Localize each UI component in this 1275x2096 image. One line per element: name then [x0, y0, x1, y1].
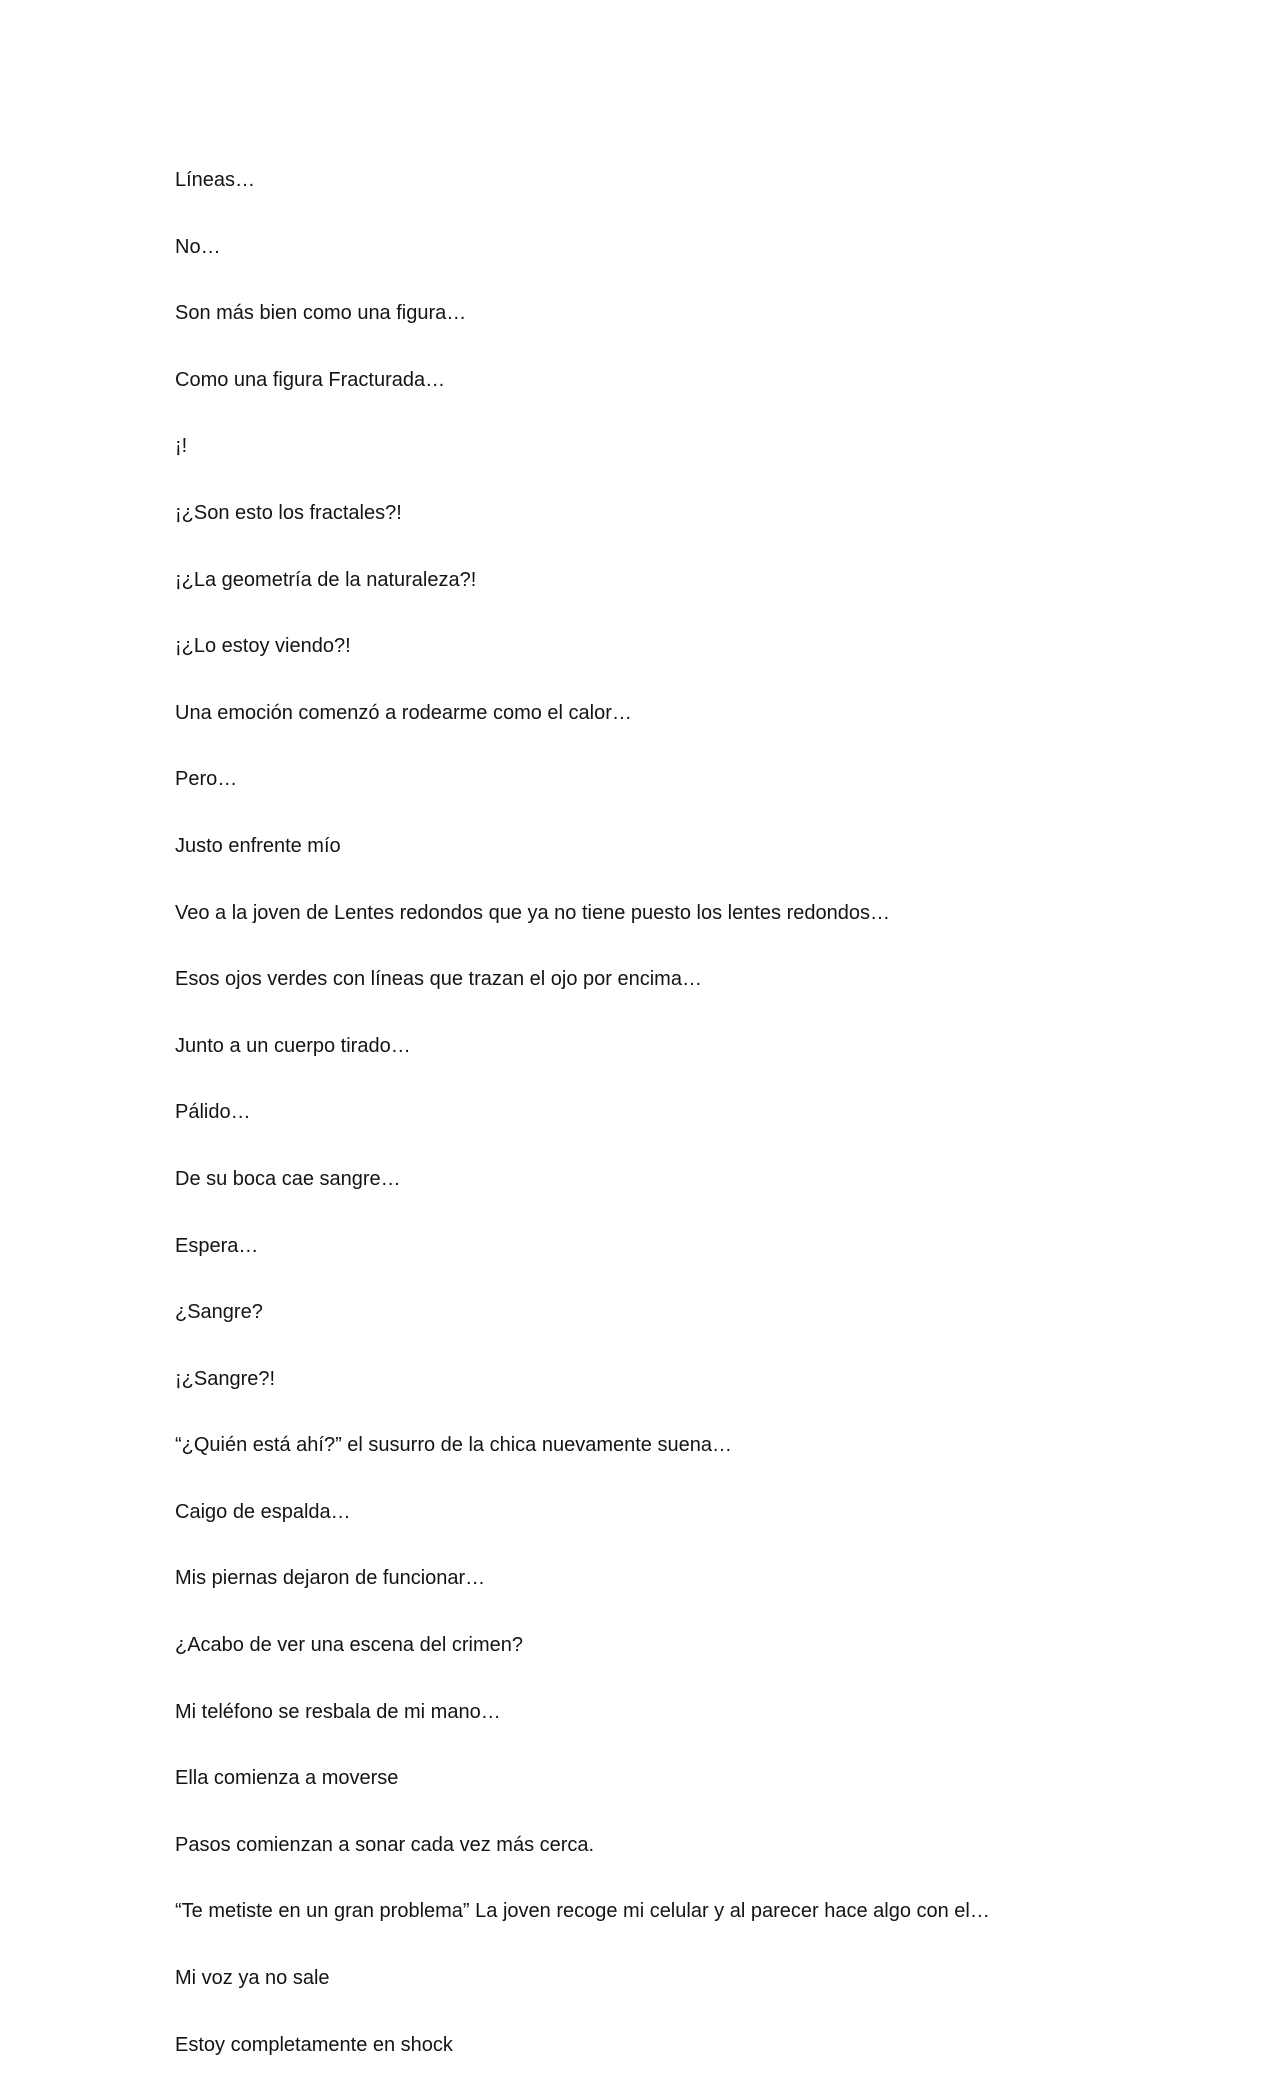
paragraph-line: No…	[175, 235, 221, 258]
paragraph-line: “Te metiste en un gran problema” La joven recoge mi celular y al parecer hace algo con el…	[175, 1900, 990, 1923]
paragraph-line: “¿Quién está ahí?” el susurro de la chica nuevamente suena…	[175, 1434, 732, 1457]
paragraph-line: Pálido…	[175, 1101, 251, 1124]
paragraph-line: ¡!	[175, 435, 188, 458]
paragraph-line: Mi teléfono se resbala de mi mano…	[175, 1700, 501, 1723]
paragraph-line: Veo a la joven de Lentes redondos que ya no tiene puesto los lentes redondos…	[175, 901, 890, 924]
paragraph-line: Líneas…	[175, 169, 256, 191]
paragraph-line: Pasos comienzan a sonar cada vez más cerca.	[175, 1833, 595, 1856]
paragraph-line: Como una figura Fracturada…	[175, 368, 446, 391]
paragraph-line: Junto a un cuerpo tirado…	[175, 1034, 411, 1057]
paragraph-line: Esos ojos verdes con líneas que trazan el ojo por encima…	[175, 968, 702, 991]
paragraph-line: ¿Acabo de ver una escena del crimen?	[175, 1634, 523, 1657]
paragraph-line: Mis piernas dejaron de funcionar…	[175, 1567, 486, 1590]
paragraph-line: ¿Sangre?	[175, 1301, 263, 1324]
paragraph-line: Justo enfrente mío	[175, 834, 341, 857]
paragraph-line: Mi voz ya no sale	[175, 1967, 330, 1990]
document-body	[175, 145, 1135, 2096]
paragraph-line: Ella comienza a moverse	[175, 1767, 399, 1790]
paragraph-line: ¡¿Son esto los fractales?!	[175, 501, 402, 524]
paragraph-line: Caigo de espalda…	[175, 1500, 351, 1523]
paragraph-line: Pero…	[175, 768, 238, 791]
paragraph-line: Una emoción comenzó a rodearme como el calor…	[175, 701, 632, 724]
paragraph-line: Espera…	[175, 1234, 259, 1257]
paragraph-line: Estoy completamente en shock	[175, 2033, 453, 2056]
paragraph-line: ¡¿Sangre?!	[175, 1367, 276, 1390]
paragraph-line: Son más bien como una figura…	[175, 302, 467, 325]
paragraph-line: ¡¿Lo estoy viendo?!	[175, 635, 351, 658]
paragraph-line: De su boca cae sangre…	[175, 1167, 401, 1190]
paragraph-line: ¡¿La geometría de la naturaleza?!	[175, 568, 477, 591]
